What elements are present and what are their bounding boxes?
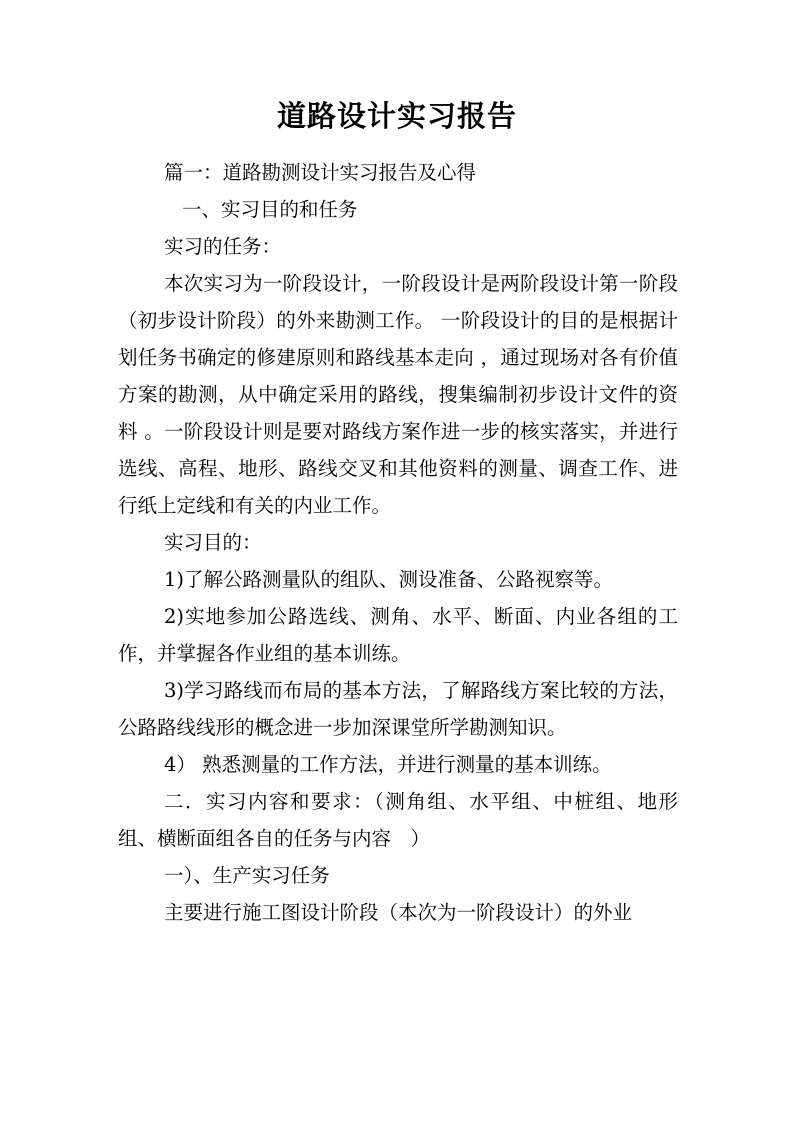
paragraph: 本次实习为一阶段设计，一阶段设计是两阶段设计第一阶段（初步设计阶段）的外来勘测工作。 一阶段设计的目的是根据计划任务书确定的修建原则和路线基本走向 ，通过现场对各有价值方案的勘测，从中确定采用的路线，搜集编制初步设计文件的资料 。一阶段设计则是要对路线方案作进一步的核实落实，并进行选线、高程、地形、路线交叉和其他资料的测量、调查工作、进行纸上定线和有关的内业工作。 (118, 272, 678, 517)
list-item: 4） 熟悉测量的工作方法，并进行测量的基本训练。 (164, 753, 612, 776)
document-title: 道路设计实习报告 (276, 99, 517, 133)
document-body (118, 154, 678, 931)
list-item: 1)了解公路测量队的组队、测设准备、公路视察等。 (164, 568, 614, 591)
section-heading: 篇一：道路勘测设计实习报告及心得 (164, 161, 477, 184)
subsection-heading: 一）、生产实习任务 (164, 864, 330, 887)
paragraph: 主要进行施工图设计阶段（本次为一阶段设计）的外业 (164, 901, 633, 924)
paragraph: 实习目的： (164, 531, 262, 554)
subsection-heading: 一、实习目的和任务 (182, 198, 358, 221)
list-item: 3)学习路线而布局的基本方法，了解路线方案比较的方法，公路路线线形的概念进一步加深课堂所学勘测知识。 (118, 679, 678, 739)
paragraph: 实习的任务： (164, 235, 282, 258)
section-heading: 二．实习内容和要求：（测角组、水平组、中桩组、地形组、横断面组各自的任务与内容 ） (118, 790, 678, 850)
list-item: 2)实地参加公路选线、测角、水平、断面、内业各组的工作，并掌握各作业组的基本训练。 (118, 605, 678, 665)
